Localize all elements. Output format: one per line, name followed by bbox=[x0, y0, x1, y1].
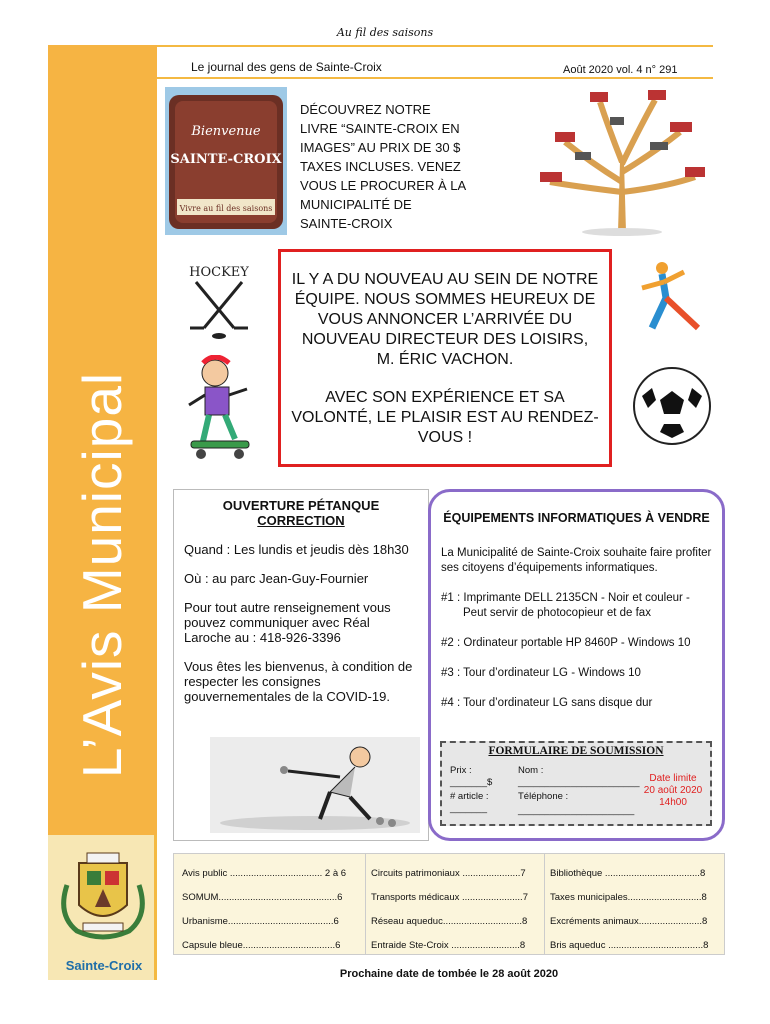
hockey-sticks-icon bbox=[176, 260, 262, 342]
toc-entry[interactable]: SOMUM.............................................6 bbox=[182, 892, 343, 903]
sign-line1: Bienvenue bbox=[191, 124, 261, 139]
equipment-item1: #1 : Imprimante DELL 2135CN - Noir et couleur - Peut servir de photocopieur et de fax bbox=[441, 592, 690, 619]
issue-number: Août 2020 vol. 4 n° 291 bbox=[563, 64, 678, 76]
sign-line3: Vivre au fil des saisons bbox=[179, 204, 273, 213]
municipal-crest-icon bbox=[57, 845, 149, 941]
toc-entry[interactable]: Bibliothèque ....................................8 bbox=[550, 868, 706, 879]
price-field[interactable]: _______$ bbox=[450, 777, 493, 788]
petanque-contact: Pour tout autre renseignement vous pouvez communiquer avec Réal Laroche au : 418-926-3396 bbox=[184, 600, 391, 645]
item-label: # article : bbox=[450, 791, 489, 802]
book-promo: DÉCOUVREZ NOTRE LIVRE “SAINTE-CROIX EN IMAGES” AU PRIX DE 30 $ TAXES INCLUSES. VENEZ VOUS LE PROCURER À LA MUNICIPALITÉ DE SAINTE-CROIX bbox=[300, 102, 467, 231]
phone-label: Téléphone : bbox=[518, 791, 569, 802]
name-field[interactable]: _______________________ bbox=[518, 777, 640, 788]
petanque-player-image bbox=[210, 737, 420, 833]
toc-entry[interactable]: Capsule bleue...................................6 bbox=[182, 940, 341, 951]
equipment-item2: #2 : Ordinateur portable HP 8460P - Windows 10 bbox=[441, 637, 691, 649]
equipment-intro: La Municipalité de Sainte-Croix souhaite faire profiter ses citoyens d’équipements informatiques. bbox=[441, 547, 712, 574]
toc-entry[interactable]: Entraide Ste-Croix ..........................8 bbox=[371, 940, 526, 951]
toc-entry[interactable]: Excréments animaux........................8 bbox=[550, 916, 708, 927]
sign-line2: SAINTE-CROIX bbox=[170, 152, 282, 167]
toc-entry[interactable]: Taxes municipales............................8 bbox=[550, 892, 707, 903]
skateboarder-image bbox=[185, 355, 257, 463]
item-field[interactable]: _______ bbox=[450, 803, 487, 814]
petanque-where: Où : au parc Jean-Guy-Fournier bbox=[184, 571, 369, 586]
petanque-when: Quand : Les lundis et jeudis dès 18h30 bbox=[184, 542, 409, 557]
deadline: Date limite 20 août 2020 14h00 bbox=[643, 773, 703, 808]
petanque-title: OUVERTURE PÉTANQUE bbox=[222, 498, 380, 513]
toc-entry[interactable]: Bris aqueduc ....................................8 bbox=[550, 940, 709, 951]
submission-form bbox=[440, 741, 712, 826]
petanque-welcome: Vous êtes les bienvenus, à condition de respecter les consignes gouvernementales de la COVID-19. bbox=[184, 659, 413, 704]
equipment-title: ÉQUIPEMENTS INFORMATIQUES À VENDRE bbox=[443, 511, 710, 525]
top-rule bbox=[157, 45, 713, 47]
equipment-item3: #3 : Tour d’ordinateur LG - Windows 10 bbox=[441, 667, 641, 679]
hockey-label: HOCKEY bbox=[189, 265, 249, 280]
toc-entry[interactable]: Circuits patrimoniaux ......................7 bbox=[371, 868, 526, 879]
toc-entry[interactable]: Réseau aqueduc..............................8 bbox=[371, 916, 528, 927]
soccer-ball-image bbox=[632, 366, 712, 446]
toc-column-3 bbox=[550, 862, 708, 958]
welcome-sign-image bbox=[165, 87, 287, 235]
toc-column-1 bbox=[182, 862, 346, 958]
price-label: Prix : bbox=[450, 765, 472, 776]
book-tree-image bbox=[530, 82, 710, 237]
announcement-para1: IL Y A DU NOUVEAU AU SEIN DE NOTRE ÉQUIPE. NOUS SOMMES HEUREUX DE VOUS ANNONCER L’ARRIVÉE DU NOUVEAU DIRECTEUR DES LOISIRS, M. ÉRIC VACHON. bbox=[291, 271, 599, 368]
header-rule bbox=[157, 77, 713, 79]
toc-entry[interactable]: Urbanisme........................................6 bbox=[182, 916, 339, 927]
series-title: Au fil des saisons bbox=[336, 26, 434, 39]
table-of-contents bbox=[173, 853, 725, 955]
municipality-name: Sainte-Croix bbox=[65, 958, 143, 973]
next-deadline: Prochaine date de tombée le 28 août 2020 bbox=[339, 968, 559, 980]
announcement-para2: AVEC SON EXPÉRIENCE ET SA VOLONTÉ, LE PLAISIR EST AU RENDEZ-VOUS ! bbox=[291, 389, 599, 446]
announcement-box bbox=[278, 249, 612, 467]
form-title: FORMULAIRE DE SOUMISSION bbox=[488, 745, 664, 757]
petanque-subtitle: CORRECTION bbox=[257, 513, 345, 528]
toc-column-2 bbox=[371, 862, 528, 958]
toc-entry[interactable]: Transports médicaux .......................7 bbox=[371, 892, 528, 903]
figure-skater-image bbox=[622, 258, 704, 338]
equipment-item4: #4 : Tour d’ordinateur LG sans disque dur bbox=[441, 697, 653, 709]
phone-field[interactable]: ______________________ bbox=[518, 805, 635, 816]
name-label: Nom : bbox=[518, 765, 544, 776]
toc-entry[interactable]: Avis public ................................... 2 à 6 bbox=[182, 868, 347, 879]
sidebar-title: L’Avis Municipal bbox=[71, 371, 133, 779]
petanque-box bbox=[173, 489, 429, 841]
tagline: Le journal des gens de Sainte-Croix bbox=[191, 60, 382, 74]
